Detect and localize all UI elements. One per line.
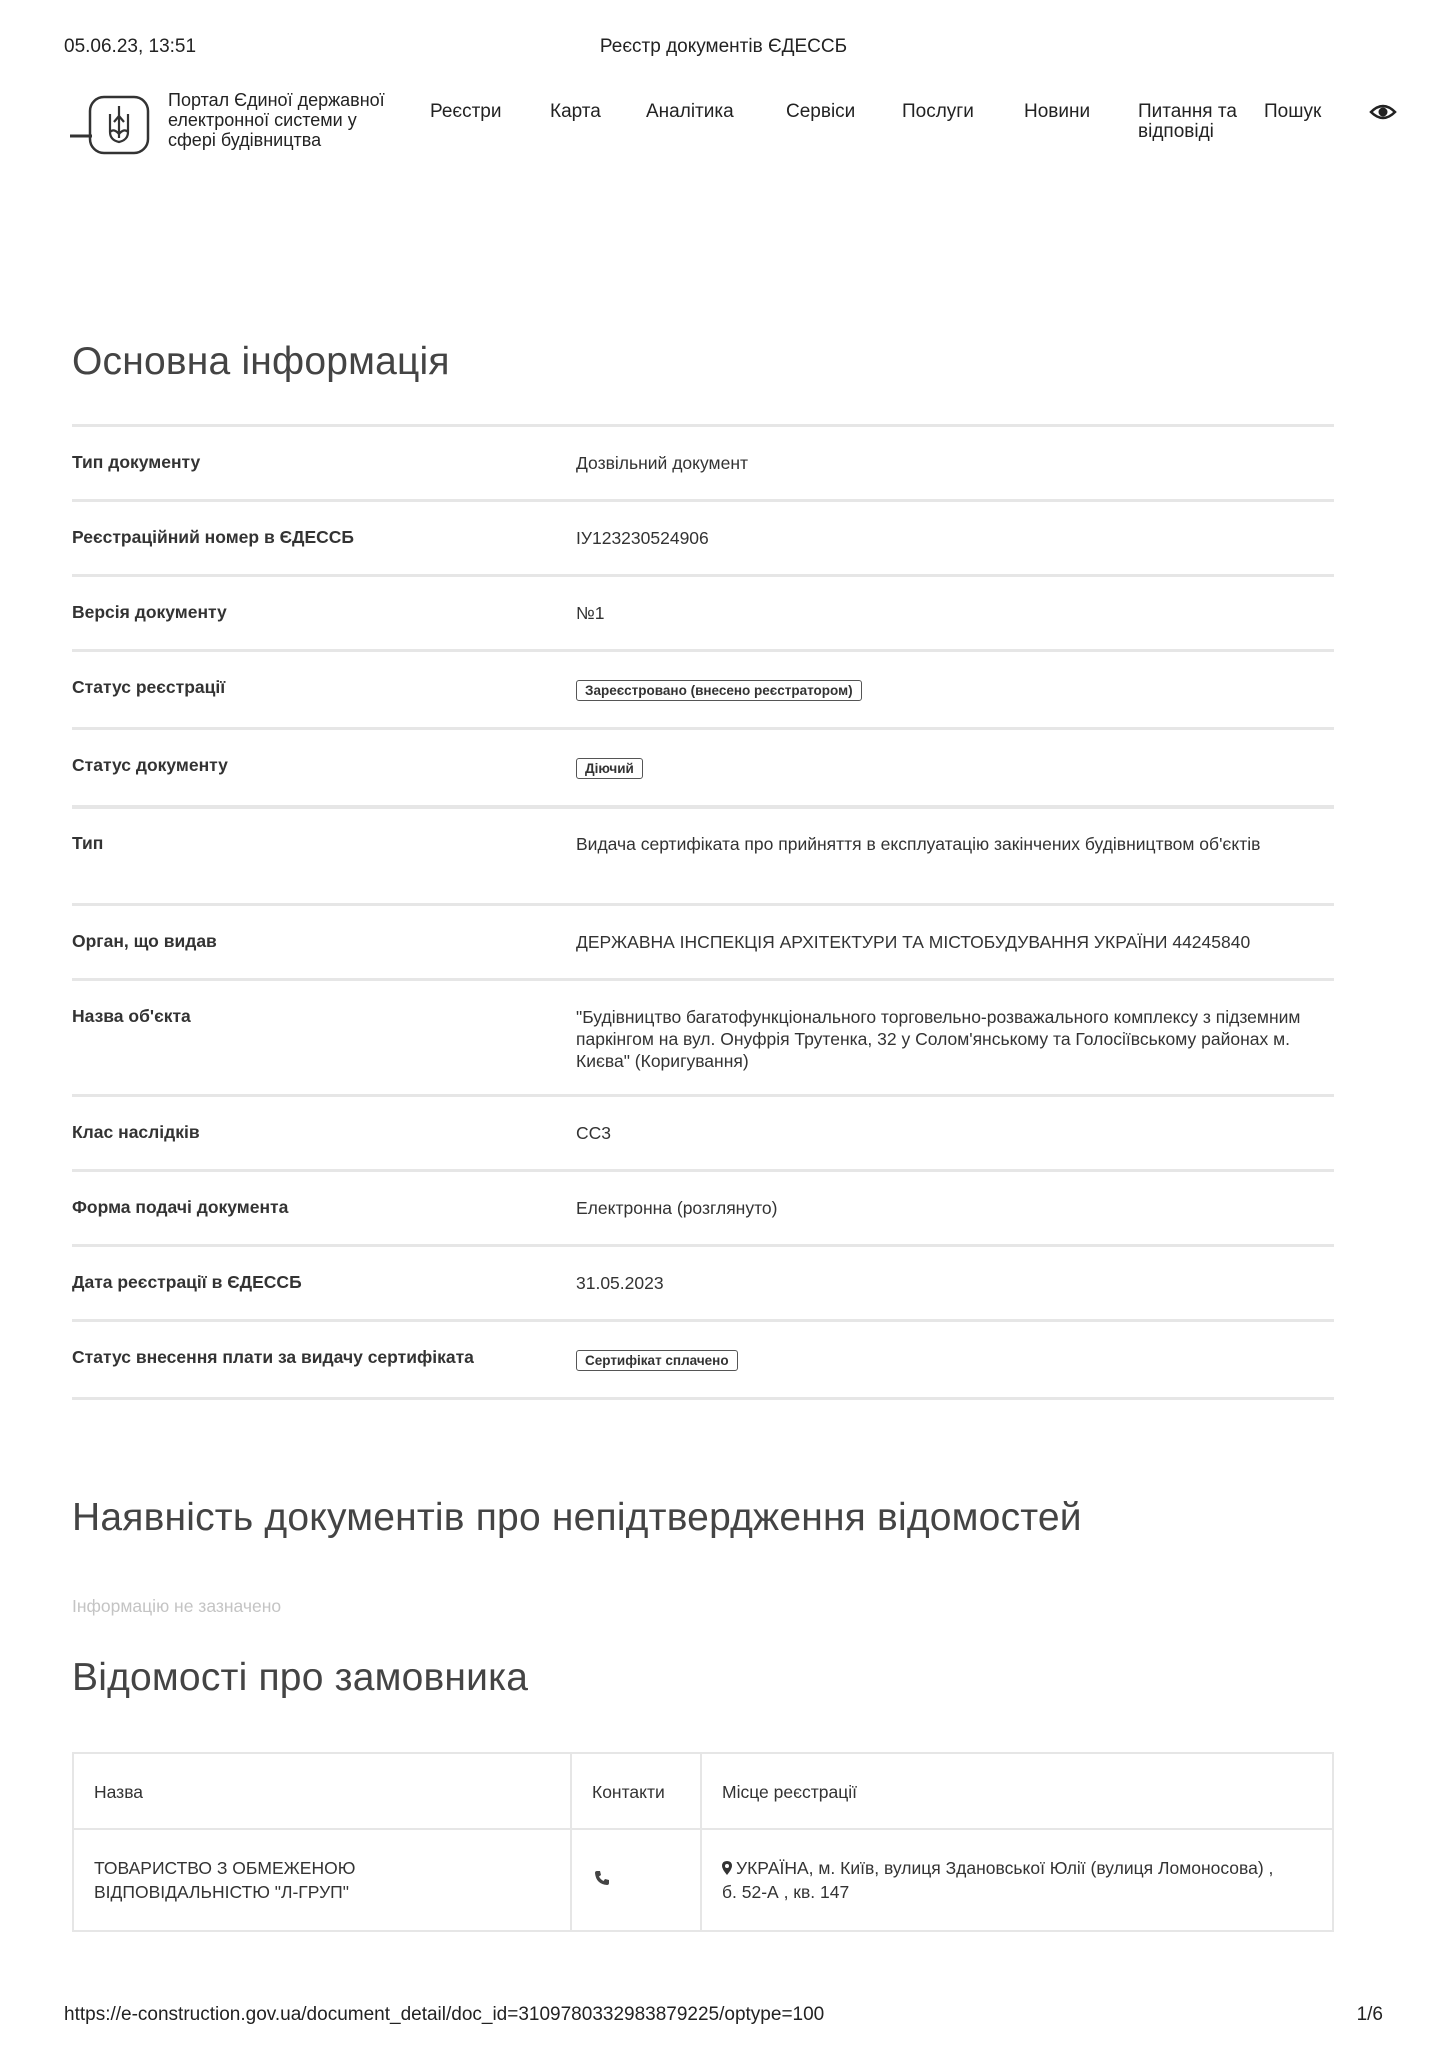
nav-item-registries[interactable]: Реєстри (430, 101, 502, 122)
info-value: №1 (576, 603, 605, 623)
info-label: Дата реєстрації в ЄДЕССБ (72, 1272, 302, 1292)
nonconfirm-title: Наявність документів про непідтвердження відомостей (72, 1496, 1082, 1539)
customer-title: Відомості про замовника (72, 1656, 529, 1699)
status-badge: Зареєстровано (внесено реєстратором) (576, 680, 862, 701)
nav-item-analytics[interactable]: Аналітика (646, 101, 734, 122)
print-timestamp: 05.06.23, 13:51 (64, 36, 197, 57)
info-row-doc-type (72, 424, 1334, 499)
info-label: Клас наслідків (72, 1122, 200, 1142)
customer-table-header (74, 1754, 1332, 1830)
info-label: Версія документу (72, 602, 227, 622)
eye-icon[interactable] (1369, 102, 1397, 122)
info-row-payment-status (72, 1319, 1334, 1397)
print-url: https://e-construction.gov.ua/document_detail/doc_id=3109780332983879225/optype=100 (64, 2004, 825, 2025)
print-page-title: Реєстр документів ЄДЕССБ (599, 36, 848, 57)
info-table-bottom-border (72, 1397, 1334, 1400)
map-pin-icon (722, 1857, 732, 1871)
info-row-doc-status (72, 727, 1334, 805)
info-value: Електронна (розглянуто) (576, 1198, 778, 1218)
trident-emblem-icon[interactable] (70, 94, 165, 156)
customer-table (72, 1752, 1334, 1932)
info-row-reg-date (72, 1244, 1334, 1319)
nonconfirm-empty-text: Інформацію не зазначено (72, 1596, 282, 1616)
info-row-issuer (72, 903, 1334, 978)
info-label: Тип документу (72, 452, 201, 472)
print-header (64, 36, 1383, 60)
main-info-table (72, 424, 1334, 1400)
status-badge: Сертифікат сплачено (576, 1350, 738, 1371)
print-page-number: 1/6 (1356, 2004, 1383, 2025)
info-label: Статус документу (72, 755, 228, 775)
header-contacts: Контакти (592, 1782, 665, 1802)
header-name: Назва (94, 1782, 144, 1802)
info-row-object-name (72, 978, 1334, 1094)
info-label: Реєстраційний номер в ЄДЕССБ (72, 527, 355, 547)
info-value: ДЕРЖАВНА ІНСПЕКЦІЯ АРХІТЕКТУРИ ТА МІСТОБУДУВАННЯ УКРАЇНИ 44245840 (576, 932, 1251, 952)
info-row-consequence-class (72, 1094, 1334, 1169)
info-label: Тип (72, 833, 104, 853)
info-row-reg-status (72, 649, 1334, 727)
info-row-reg-number (72, 499, 1334, 574)
info-label: Назва об'єкта (72, 1006, 191, 1026)
info-value: СС3 (576, 1123, 612, 1143)
nav-item-public-services[interactable]: Послуги (902, 101, 974, 122)
nav-item-search[interactable]: Пошук (1264, 101, 1322, 122)
customer-place (722, 1856, 1282, 1904)
info-value: ІУ123230524906 (576, 528, 709, 548)
customer-place-text: УКРАЇНА, м. Київ, вулиця Здановської Юлії (вулиця Ломоносова) , б. 52-А , кв. 147 (722, 1858, 1274, 1902)
print-footer (64, 2004, 1383, 2028)
info-label: Форма подачі документа (72, 1197, 289, 1217)
info-label: Орган, що видав (72, 931, 217, 951)
info-value: Дозвільний документ (576, 453, 748, 473)
nav-item-services[interactable]: Сервіси (786, 101, 856, 122)
main-info-title: Основна інформація (72, 340, 450, 383)
portal-logo-text[interactable]: Портал Єдиної державної електронної системи у сфері будівництва (168, 90, 385, 150)
info-row-version (72, 574, 1334, 649)
header-place: Місце реєстрації (722, 1782, 858, 1802)
nav-item-map[interactable]: Карта (550, 101, 601, 122)
column-divider (570, 1754, 572, 1930)
customer-name: ТОВАРИСТВО З ОБМЕЖЕНОЮ ВІДПОВІДАЛЬНІСТЮ "Л-ГРУП" (94, 1858, 356, 1902)
info-label: Статус реєстрації (72, 677, 226, 697)
info-row-submission-form (72, 1169, 1334, 1244)
status-badge: Діючий (576, 758, 643, 779)
nav-item-news[interactable]: Новини (1024, 101, 1091, 122)
nav-item-faq[interactable]: Питання та відповіді (1138, 101, 1237, 142)
info-value: 31.05.2023 (576, 1273, 664, 1293)
phone-icon[interactable] (594, 1870, 610, 1886)
column-divider (700, 1754, 702, 1930)
site-header (70, 88, 1397, 188)
info-label: Статус внесення плати за видачу сертифіката (72, 1347, 474, 1367)
info-value: "Будівництво багатофункціонального торговельно-розважального комплексу з підземним паркінгом на вул. Онуфрія Трутенка, 32 у Солом'янському та Голосіївському районах м. Києва" (Коригування) (576, 1007, 1301, 1071)
info-row-type (72, 805, 1334, 903)
info-value: Видача сертифіката про прийняття в експлуатацію закінчених будівництвом об'єктів (576, 834, 1261, 854)
